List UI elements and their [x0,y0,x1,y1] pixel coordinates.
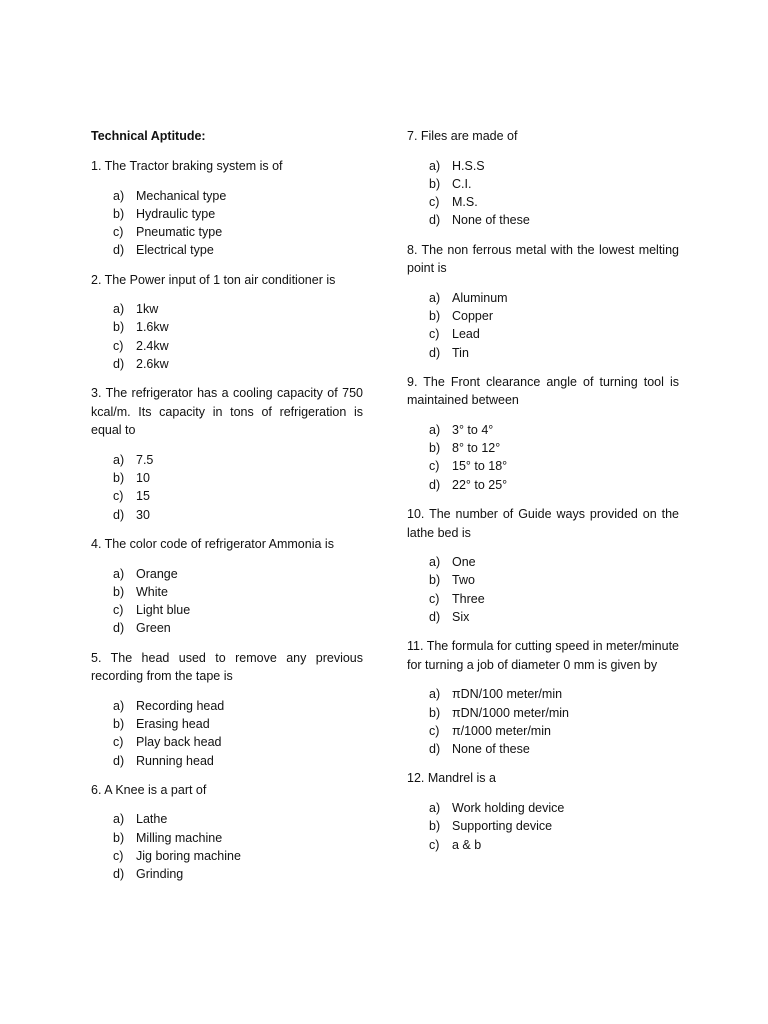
option-letter: a) [429,158,441,173]
option-letter: a) [429,290,441,305]
option-letter: d) [113,243,125,258]
question-block [407,637,679,758]
option-item [91,487,363,505]
option-letter: d) [113,621,125,636]
option-text: Running head [136,753,214,768]
option-item [407,307,679,325]
question-text: 4. The color code of refrigerator Ammonia is [91,537,334,552]
option-letter: a) [429,422,441,437]
option-item [407,817,679,835]
option-letter: c) [429,327,440,342]
option-item [91,601,363,619]
option-text: Recording head [136,698,225,713]
option-text: Erasing head [136,717,210,732]
option-letter: a) [113,302,125,317]
option-text: 3° to 4° [452,422,494,437]
option-letter: a) [429,555,441,570]
option-item [91,829,363,847]
option-item [407,211,679,229]
question-block [91,649,363,770]
question-text: 3. The refrigerator has a cooling capacity of 750 kcal/m. Its capacity in tons of refrigeration is equal to [91,386,363,438]
option-item [407,344,679,362]
question-block [407,769,679,853]
option-item [407,571,679,589]
option-item [91,565,363,583]
right-question-list [407,127,679,854]
option-text: Copper [452,308,493,323]
option-letter: b) [429,308,441,323]
option-letter: c) [113,735,124,750]
option-text: πDN/1000 meter/min [452,705,569,720]
option-item [91,697,363,715]
option-item [91,506,363,524]
option-text: 1kw [136,302,159,317]
question-block [91,271,363,374]
question-text: 6. A Knee is a part of [91,782,207,797]
option-letter: d) [113,867,125,882]
option-text: M.S. [452,195,478,210]
option-text: 15° to 18° [452,459,508,474]
option-text: Milling machine [136,830,223,845]
option-text: 22° to 25° [452,477,508,492]
option-letter: c) [113,225,124,240]
question-block [407,505,679,626]
option-letter: c) [113,849,124,864]
option-text: π/1000 meter/min [452,723,551,738]
option-text: Two [452,573,475,588]
option-item [91,865,363,883]
option-letter: d) [429,345,441,360]
option-item [91,469,363,487]
option-text: None of these [452,213,530,228]
option-item [91,451,363,469]
option-text: Supporting device [452,819,553,834]
option-text: Tin [452,345,469,360]
option-letter: c) [429,723,440,738]
option-item [91,810,363,828]
option-text: Pneumatic type [136,225,223,240]
right-column [407,127,679,865]
option-item [407,704,679,722]
option-item [91,187,363,205]
option-text: 1.6kw [136,320,169,335]
option-text: C.I. [452,176,472,191]
option-letter: b) [113,584,125,599]
option-list [91,810,363,883]
option-text: None of these [452,742,530,757]
option-item [91,715,363,733]
option-list [91,187,363,260]
option-text: Play back head [136,735,222,750]
option-item [407,457,679,475]
option-letter: b) [429,176,441,191]
option-text: Orange [136,566,178,581]
option-item [407,740,679,758]
option-letter: b) [113,717,125,732]
option-item [407,175,679,193]
option-item [91,223,363,241]
option-letter: c) [429,195,440,210]
option-letter: a) [113,566,125,581]
option-item [407,608,679,626]
option-item [407,325,679,343]
option-list [407,157,679,230]
option-text: Grinding [136,867,184,882]
option-item [407,421,679,439]
option-letter: c) [113,489,124,504]
option-text: 30 [136,507,150,522]
option-text: 8° to 12° [452,441,501,456]
option-letter: b) [429,573,441,588]
option-letter: a) [113,188,125,203]
option-item [407,476,679,494]
option-text: Electrical type [136,243,214,258]
option-list [91,451,363,524]
option-letter: d) [429,742,441,757]
option-text: 10 [136,471,150,486]
question-text: 11. The formula for cutting speed in meter/minute for turning a job of diameter 0 mm is given by [407,639,679,672]
option-letter: d) [113,357,125,372]
option-letter: d) [429,477,441,492]
option-item [407,685,679,703]
option-text: 2.4kw [136,338,169,353]
option-text: H.S.S [452,158,485,173]
option-item [407,722,679,740]
option-list [91,697,363,770]
question-block [91,535,363,638]
option-letter: c) [429,459,440,474]
option-letter: b) [113,830,125,845]
section-heading: Technical Aptitude: [91,129,206,143]
option-text: Light blue [136,603,191,618]
option-list [91,565,363,638]
option-letter: b) [113,206,125,221]
option-item [91,619,363,637]
option-item [407,439,679,457]
option-list [407,289,679,362]
option-text: πDN/100 meter/min [452,687,563,702]
option-item [407,193,679,211]
option-letter: c) [113,603,124,618]
option-text: Three [452,591,485,606]
option-text: Jig boring machine [136,849,241,864]
question-text: 10. The number of Guide ways provided on the lathe bed is [407,507,679,540]
option-text: Green [136,621,171,636]
option-letter: b) [429,705,441,720]
option-text: White [136,584,168,599]
option-item [91,355,363,373]
question-text: 1. The Tractor braking system is of [91,159,283,173]
option-letter: b) [429,819,441,834]
option-list [407,685,679,758]
option-letter: c) [429,591,440,606]
question-block [91,157,363,260]
option-text: Work holding device [452,800,565,815]
option-item [91,241,363,259]
option-item [91,752,363,770]
question-text: 2. The Power input of 1 ton air conditioner is [91,272,336,287]
option-list [91,300,363,373]
option-letter: b) [113,471,125,486]
option-letter: b) [113,320,125,335]
option-letter: a) [429,800,441,815]
question-block [407,373,679,494]
option-letter: b) [429,441,441,456]
question-text: 12. Mandrel is a [407,771,496,786]
option-item [407,590,679,608]
option-item [407,553,679,571]
option-letter: a) [113,698,125,713]
option-letter: d) [113,507,125,522]
option-letter: c) [113,338,124,353]
option-letter: a) [113,452,125,467]
option-text: One [452,555,476,570]
option-list [407,553,679,626]
left-question-list [91,157,363,884]
left-column [91,127,363,895]
option-text: a & b [452,837,482,852]
option-item [407,799,679,817]
question-block [91,781,363,884]
option-text: 15 [136,489,150,504]
option-letter: c) [429,837,440,852]
question-text: 8. The non ferrous metal with the lowest melting point is [407,242,679,276]
option-letter: d) [429,609,441,624]
option-item [407,157,679,175]
question-block [407,241,679,362]
option-text: Lathe [136,812,168,827]
option-item [407,836,679,854]
option-text: Mechanical type [136,188,227,203]
question-text: 5. The head used to remove any previous recording from the tape is [91,650,363,684]
option-text: Lead [452,327,480,342]
option-text: Six [452,609,470,624]
question-text: 7. Files are made of [407,129,518,143]
option-item [91,300,363,318]
option-letter: a) [113,812,125,827]
option-letter: a) [429,687,441,702]
option-letter: d) [113,753,125,768]
option-item [91,318,363,336]
option-item [91,847,363,865]
option-list [407,421,679,494]
option-text: 7.5 [136,452,154,467]
option-item [91,205,363,223]
option-text: Hydraulic type [136,206,216,221]
option-list [407,799,679,854]
option-text: Aluminum [452,290,508,305]
option-letter: d) [429,213,441,228]
option-item [91,337,363,355]
question-block [91,384,363,524]
question-block [407,127,679,230]
question-text: 9. The Front clearance angle of turning tool is maintained between [407,374,679,408]
option-item [91,733,363,751]
option-item [407,289,679,307]
option-text: 2.6kw [136,357,169,372]
option-item [91,583,363,601]
